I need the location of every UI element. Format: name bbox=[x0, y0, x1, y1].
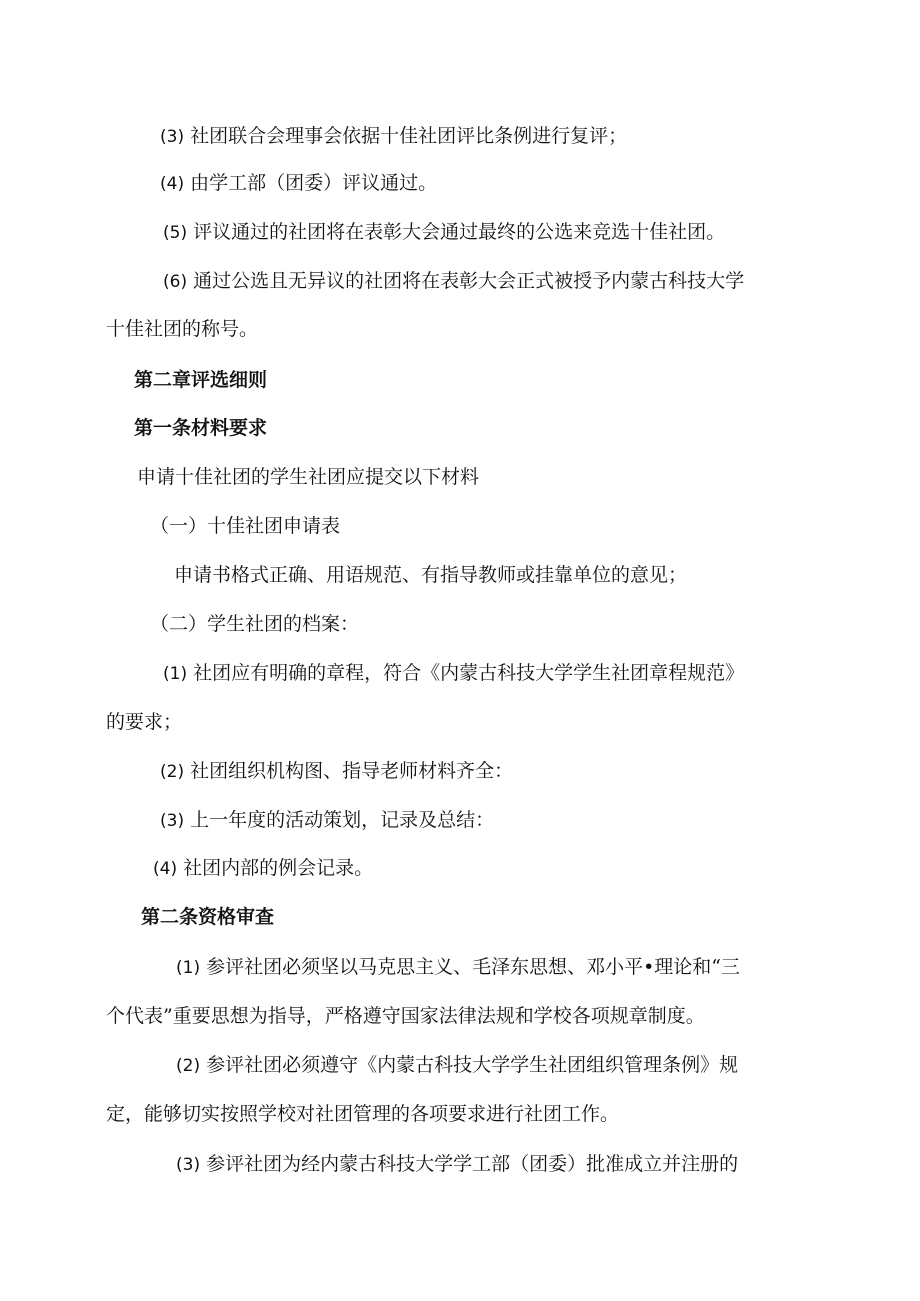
item-number: (3) bbox=[176, 1155, 201, 1175]
step-number: (4) bbox=[160, 174, 185, 194]
qualification-3 bbox=[176, 1152, 738, 1177]
item-text: 上一年度的活动策划，记录及总结： bbox=[190, 809, 495, 831]
item-number: (3) bbox=[160, 811, 185, 831]
archive-item-4 bbox=[153, 856, 373, 881]
process-step-4 bbox=[160, 171, 437, 196]
item-1-title: （一）十佳社团申请表 bbox=[150, 515, 341, 537]
item-number: (2) bbox=[176, 1056, 201, 1076]
item-text: 社团应有明确的章程，符合《内蒙古科技大学学生社团章程规范》 bbox=[193, 662, 745, 684]
qualification-1-continuation: 个代表”重要思想为指导，严格遵守国家法律法规和学校各项规章制度。 bbox=[106, 1005, 705, 1027]
chapter-title: 第二章评选细则 bbox=[134, 369, 268, 391]
process-step-6-continuation: 十佳社团的称号。 bbox=[106, 318, 259, 340]
item-text: 参评社团必须坚以马克思主义、毛泽东思想、邓小平•理论和“三 bbox=[206, 956, 741, 978]
item-text: 社团组织机构图、指导老师材料齐全： bbox=[190, 760, 514, 782]
archive-item-1-continuation: 的要求； bbox=[106, 711, 183, 733]
step-number: (3) bbox=[160, 127, 185, 147]
item-1-text: 申请书格式正确、用语规范、有指导教师或挂靠单位的意见； bbox=[174, 564, 688, 586]
article-1-title: 第一条材料要求 bbox=[134, 417, 268, 439]
item-text: 参评社团为经内蒙古科技大学学工部（团委）批准成立并注册的 bbox=[206, 1153, 739, 1175]
article-2-title: 第二条资格审查 bbox=[141, 906, 275, 928]
archive-item-2 bbox=[160, 759, 513, 784]
process-step-6 bbox=[163, 269, 744, 294]
step-text: 评议通过的社团将在表彰大会通过最终的公选来竞选十佳社团。 bbox=[193, 221, 726, 243]
item-text: 参评社团必须遵守《内蒙古科技大学学生社团组织管理条例》规 bbox=[206, 1054, 739, 1076]
item-text: 社团内部的例会记录。 bbox=[183, 857, 374, 879]
step-text: 通过公选且无异议的社团将在表彰大会正式被授予内蒙古科技大学 bbox=[193, 270, 745, 292]
qualification-2-continuation: 定，能够切实按照学校对社团管理的各项要求进行社团工作。 bbox=[106, 1103, 620, 1125]
item-number: (1) bbox=[176, 958, 201, 978]
qualification-1 bbox=[176, 955, 740, 980]
process-step-3 bbox=[160, 124, 627, 149]
article-1-intro: 申请十佳社团的学生社团应提交以下材料 bbox=[137, 466, 480, 488]
step-number: (5) bbox=[163, 223, 188, 243]
item-number: (1) bbox=[163, 664, 188, 684]
qualification-2 bbox=[176, 1053, 738, 1078]
archive-item-3 bbox=[160, 808, 494, 833]
item-number: (4) bbox=[153, 859, 178, 879]
item-2-title: （二）学生社团的档案： bbox=[150, 613, 360, 635]
step-text: 社团联合会理事会依据十佳社团评比条例进行复评； bbox=[190, 125, 628, 147]
step-number: (6) bbox=[163, 272, 188, 292]
archive-item-1 bbox=[163, 661, 744, 686]
process-step-5 bbox=[163, 220, 725, 245]
item-number: (2) bbox=[160, 762, 185, 782]
step-text: 由学工部（团委）评议通过。 bbox=[190, 172, 438, 194]
